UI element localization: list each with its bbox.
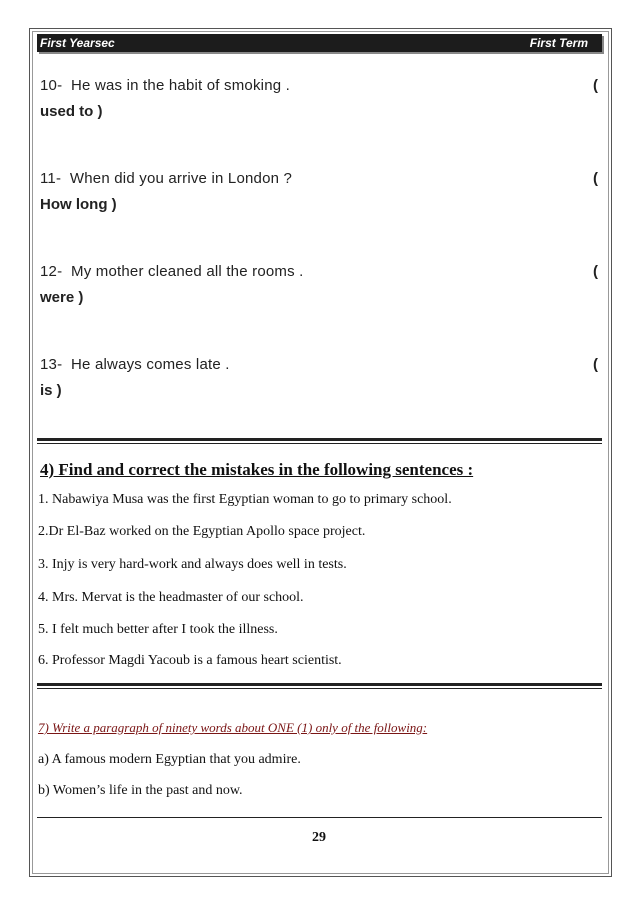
section-4-title: 4) Find and correct the mistakes in the following sentences : [40,460,474,479]
question-11 [40,170,292,213]
question-10-paren: ( [593,77,598,94]
question-12 [40,263,304,306]
question-10 [40,77,290,120]
question-12-paren: ( [593,263,598,280]
section-divider [37,438,602,444]
sentence-5: 5. I felt much better after I took the illness. [38,622,278,637]
question-11-cue: How long ) [40,196,117,213]
question-10-cue: used to ) [40,103,103,120]
section-7-title: 7) Write a paragraph of ninety words about ONE (1) only of the following: [38,720,428,735]
footer-rule [37,817,602,818]
question-11-sentence: 11- When did you arrive in London ? [40,170,293,187]
question-12-cue: were ) [40,289,84,306]
sentence-4: 4. Mrs. Mervat is the headmaster of our school. [38,590,304,605]
page-number: 29 [312,830,326,845]
question-10-sentence: 10- He was in the habit of smoking . [40,77,291,94]
header-left-text: First Yearsec [40,36,115,50]
sentence-6: 6. Professor Magdi Yacoub is a famous heart scientist. [38,653,342,668]
page-border-inner [32,31,609,874]
option-b: b) Women’s life in the past and now. [38,783,243,798]
page-header-bar [37,34,602,52]
question-13-paren: ( [593,356,598,373]
section-divider [37,683,602,689]
question-12-sentence: 12- My mother cleaned all the rooms . [40,263,304,280]
option-a: a) A famous modern Egyptian that you admire. [38,752,301,767]
sentence-2: 2.Dr El-Baz worked on the Egyptian Apollo space project. [38,524,366,539]
sentence-1: 1. Nabawiya Musa was the first Egyptian woman to go to primary school. [38,492,452,507]
question-13 [40,356,230,399]
sentence-3: 3. Injy is very hard-work and always does well in tests. [38,557,347,572]
header-right-text: First Term [529,36,588,50]
question-11-paren: ( [593,170,598,187]
question-13-cue: is ) [40,382,62,399]
question-13-sentence: 13- He always comes late . [40,356,230,373]
